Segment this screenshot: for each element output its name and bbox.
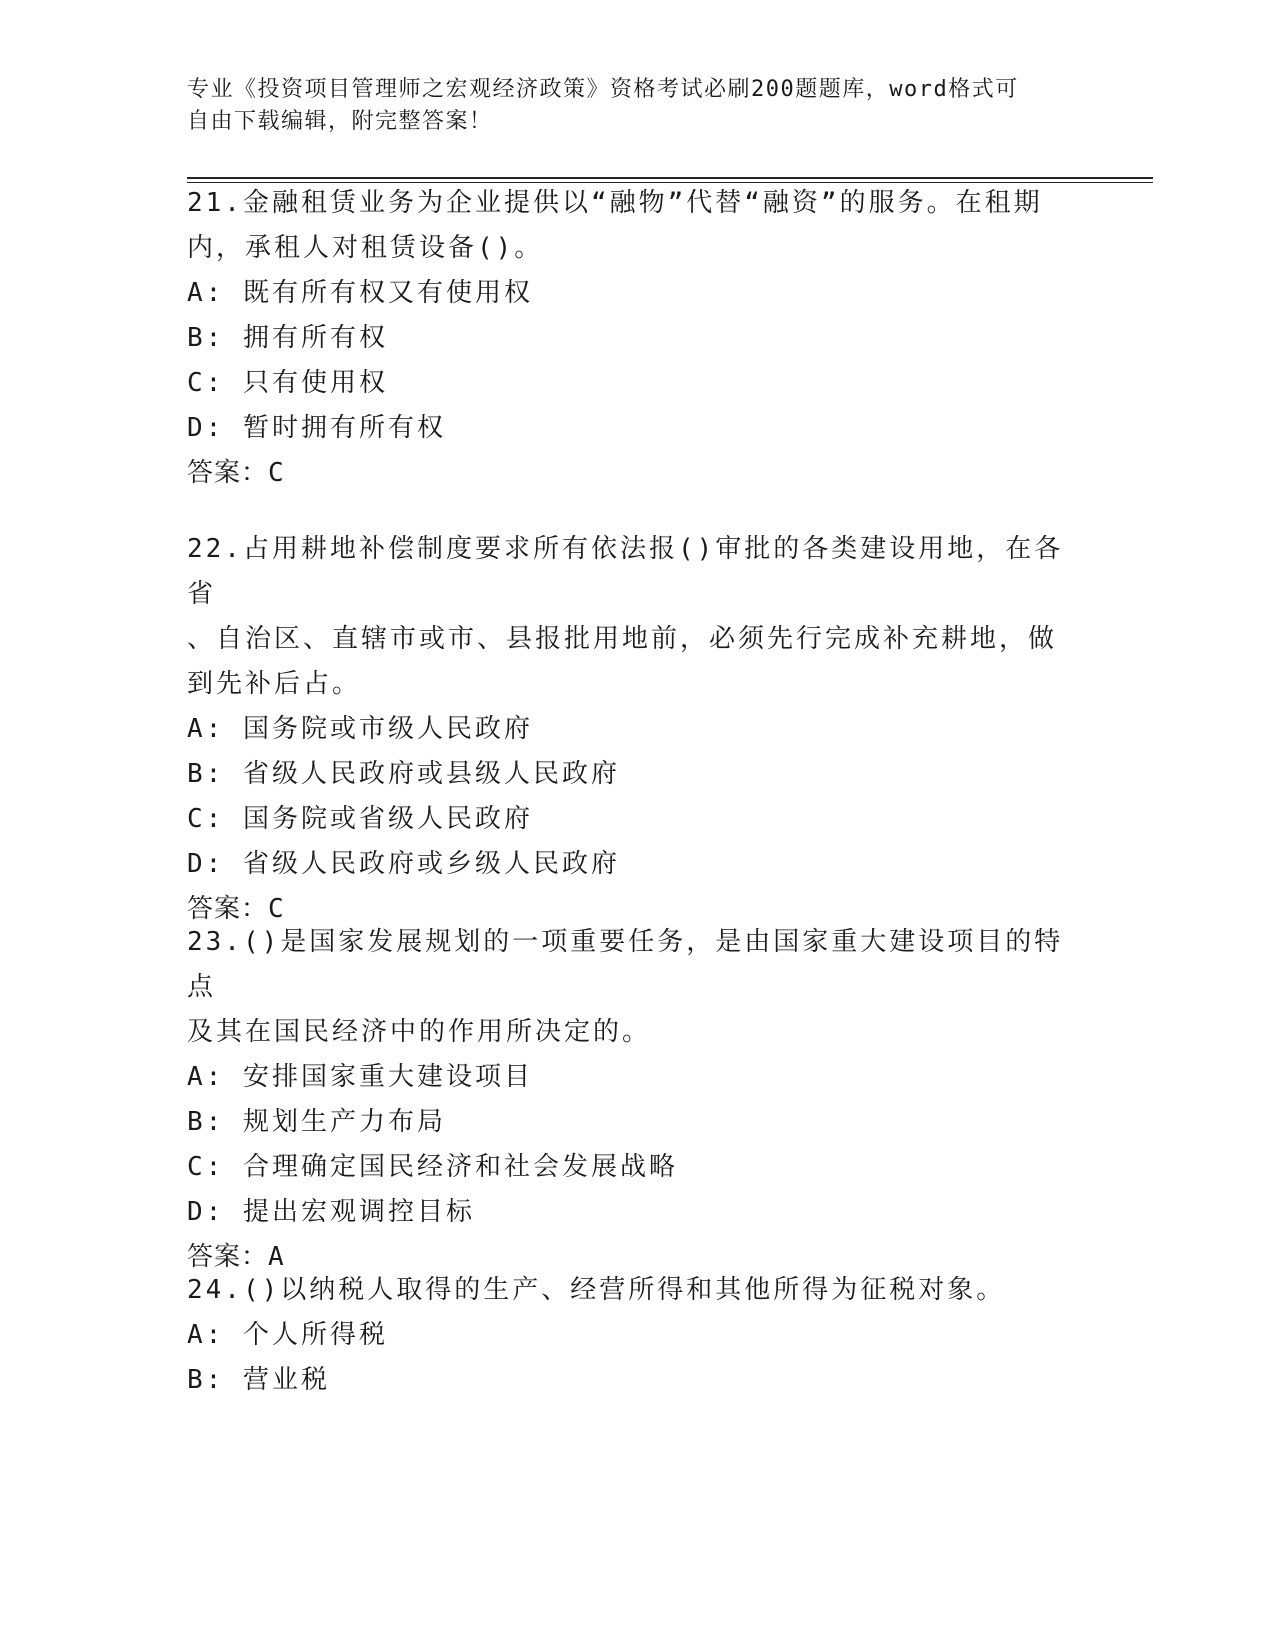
answer-label: 答案： xyxy=(187,458,269,488)
option-a: A: 国务院或市级人民政府 xyxy=(187,714,533,744)
stem-line: 内，承租人对租赁设备()。 xyxy=(187,233,544,263)
option-b: B: 拥有所有权 xyxy=(187,323,388,353)
question-stem xyxy=(187,527,1087,707)
answer-label: 答案： xyxy=(187,894,269,924)
option-a: A: 安排国家重大建设项目 xyxy=(187,1062,533,1092)
stem-line: 、自治区、直辖市或市、县报批用地前，必须先行完成补充耕地，做 xyxy=(187,624,1058,654)
option-c: C: 只有使用权 xyxy=(187,368,388,398)
answer-value: C xyxy=(268,894,285,924)
option-a: A: 个人所得税 xyxy=(187,1320,388,1350)
option-d: D: 暂时拥有所有权 xyxy=(187,413,446,443)
question-23 xyxy=(187,920,1087,1280)
stem-line: 21.金融租赁业务为企业提供以“融物”代替“融资”的服务。在租期 xyxy=(187,188,1043,218)
option-c: C: 国务院或省级人民政府 xyxy=(187,804,533,834)
option-a: A: 既有所有权又有使用权 xyxy=(187,278,533,308)
question-21 xyxy=(187,181,1087,496)
stem-line: 24.()以纳税人取得的生产、经营所得和其他所得为征税对象。 xyxy=(187,1275,1006,1305)
question-stem xyxy=(187,181,1087,271)
option-c: C: 合理确定国民经济和社会发展战略 xyxy=(187,1152,678,1182)
question-stem xyxy=(187,920,1087,1055)
header-line-2: 自由下载编辑，附完整答案！ xyxy=(187,109,493,134)
answer-label: 答案： xyxy=(187,1242,269,1272)
answer-value: C xyxy=(268,458,285,488)
option-b: B: 营业税 xyxy=(187,1365,330,1395)
stem-line: 23.()是国家发展规划的一项重要任务，是由国家重大建设项目的特点 xyxy=(187,927,1064,1002)
option-d: D: 提出宏观调控目标 xyxy=(187,1197,475,1227)
question-22 xyxy=(187,527,1087,932)
stem-line: 22.占用耕地补偿制度要求所有依法报()审批的各类建设用地，在各省 xyxy=(187,534,1064,609)
option-b: B: 省级人民政府或县级人民政府 xyxy=(187,759,620,789)
answer-line xyxy=(187,451,1087,496)
question-24 xyxy=(187,1268,1087,1403)
stem-line: 到先补后占。 xyxy=(187,669,362,699)
option-b: B: 规划生产力布局 xyxy=(187,1107,446,1137)
question-stem xyxy=(187,1268,1087,1313)
option-d: D: 省级人民政府或乡级人民政府 xyxy=(187,849,620,879)
answer-value: A xyxy=(268,1242,285,1272)
document-header xyxy=(187,74,1087,138)
header-line-1: 专业《投资项目管理师之宏观经济政策》资格考试必刷200题题库，word格式可 xyxy=(187,77,1019,102)
stem-line: 及其在国民经济中的作用所决定的。 xyxy=(187,1017,652,1047)
